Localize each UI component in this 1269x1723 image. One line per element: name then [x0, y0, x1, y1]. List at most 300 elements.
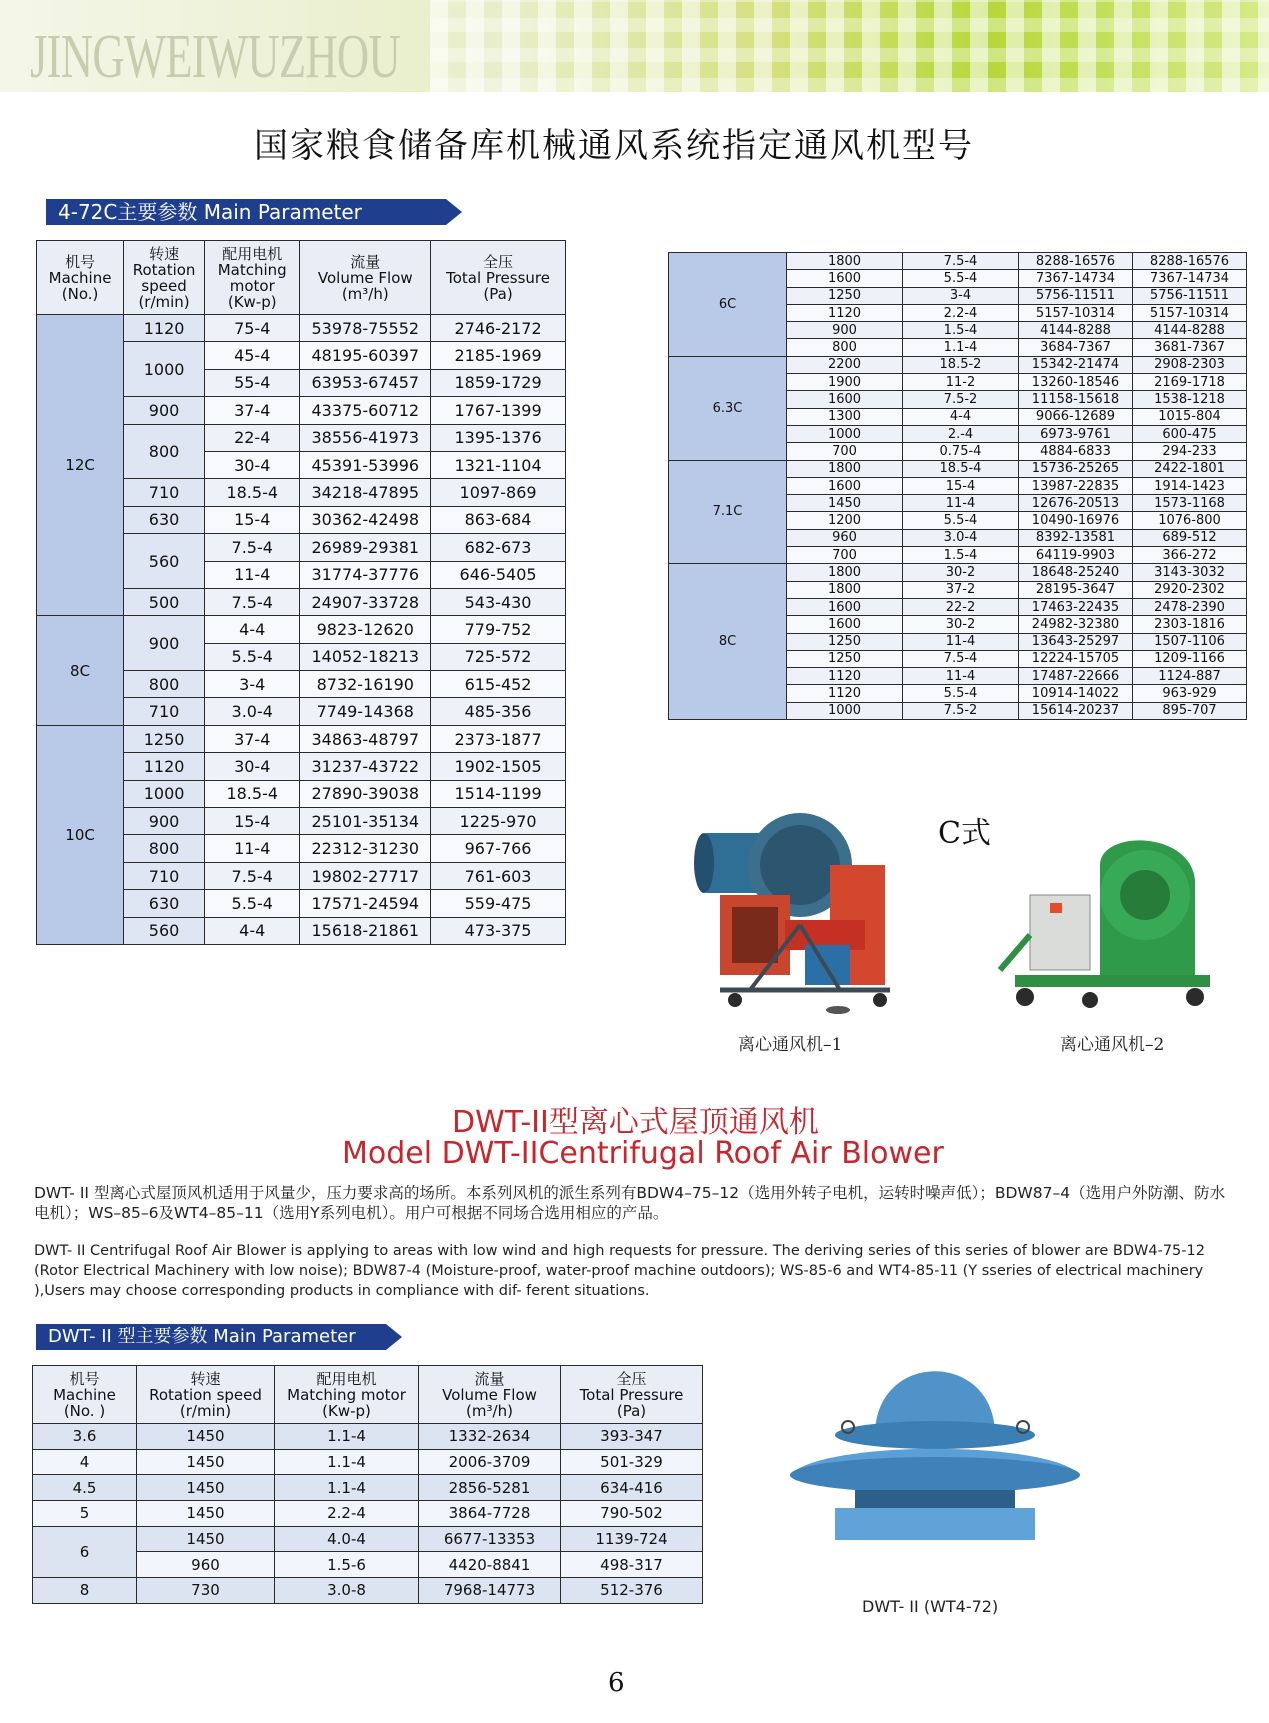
pressure-cell: 646-5405: [431, 561, 566, 588]
pressure-cell: 1902-1505: [431, 753, 566, 780]
parameter-table-dwt: [32, 1365, 703, 1604]
flow-cell: 13643-25297: [1019, 633, 1133, 650]
table-row: [669, 564, 1247, 581]
pressure-cell: 1209-1166: [1133, 650, 1247, 667]
pressure-cell: 1097-869: [431, 479, 566, 506]
pressure-cell: 1859-1729: [431, 369, 566, 396]
header-line: (r/min): [179, 1401, 232, 1420]
dwt-description-chinese: DWT- II 型离心式屋顶风机适用于风量少，压力要求高的场所。本系列风机的派生系列有BDW4–75–12（选用外转子电机，运转时噪声低）；BDW87–4（选用户外防潮、防水电机）；WS–85–6及WT4–85–11（选用Y系列电机）。用户可根据不同场合选用相应的产品。: [34, 1184, 1226, 1222]
motor-cell: 5.5-4: [903, 685, 1019, 702]
header-line: (No. ): [63, 1401, 106, 1420]
flow-cell: 4884-6833: [1019, 443, 1133, 460]
header-line: (m³/h): [466, 1401, 513, 1420]
motor-cell: 18.5-4: [205, 780, 300, 807]
header-speed: [124, 241, 205, 315]
pressure-cell: 512-376: [561, 1578, 703, 1604]
flow-cell: 14052-18213: [300, 643, 431, 670]
motor-cell: 0.75-4: [903, 443, 1019, 460]
speed-cell: 800: [124, 424, 205, 479]
caption-fan-1: 离心通风机–1: [738, 1035, 843, 1055]
flow-cell: 17487-22666: [1019, 668, 1133, 685]
speed-cell: 1450: [787, 495, 903, 512]
speed-cell: 1250: [787, 650, 903, 667]
flow-cell: 9823-12620: [300, 616, 431, 643]
flow-cell: 27890-39038: [300, 780, 431, 807]
parameter-table-4-72c: [36, 240, 566, 945]
flow-cell: 31774-37776: [300, 561, 431, 588]
pressure-cell: 498-317: [561, 1552, 703, 1578]
header-line: Rotation speed: [149, 1385, 262, 1404]
pressure-cell: 2422-1801: [1133, 460, 1247, 477]
pressure-cell: 1767-1399: [431, 397, 566, 424]
header-line: motor: [229, 276, 275, 295]
dwt-header-flow: [419, 1366, 561, 1424]
speed-cell: 1800: [787, 460, 903, 477]
flow-cell: 6973-9761: [1019, 425, 1133, 442]
pressure-cell: 501-329: [561, 1449, 703, 1475]
table-row: [669, 460, 1247, 477]
header-line: Matching: [217, 260, 287, 279]
dwt-title-english: Model DWT-IICentrifugal Roof Air Blower: [342, 1136, 944, 1171]
pressure-cell: 761-603: [431, 862, 566, 889]
speed-cell: 800: [124, 835, 205, 862]
motor-cell: 1.1-4: [903, 339, 1019, 356]
pressure-cell: 393-347: [561, 1424, 703, 1450]
pressure-cell: 1076-800: [1133, 512, 1247, 529]
motor-cell: 5.5-4: [903, 512, 1019, 529]
header-banner: [0, 0, 1269, 92]
speed-cell: 630: [124, 890, 205, 917]
motor-cell: 11-2: [903, 374, 1019, 391]
dwt-header-motor: [275, 1366, 419, 1424]
motor-cell: 15-4: [205, 808, 300, 835]
pressure-cell: 2373-1877: [431, 725, 566, 752]
flow-cell: 8288-16576: [1019, 253, 1133, 270]
motor-cell: 5.5-4: [903, 270, 1019, 287]
pressure-cell: 600-475: [1133, 425, 1247, 442]
speed-cell: 1000: [124, 780, 205, 807]
flow-cell: 22312-31230: [300, 835, 431, 862]
flow-cell: 64119-9903: [1019, 547, 1133, 564]
motor-cell: 7.5-4: [903, 650, 1019, 667]
flow-cell: 10914-14022: [1019, 685, 1133, 702]
motor-cell: 3-4: [903, 287, 1019, 304]
speed-cell: 1120: [124, 753, 205, 780]
motor-cell: 1.1-4: [275, 1424, 419, 1450]
speed-cell: 900: [787, 322, 903, 339]
table-row: [33, 1501, 703, 1527]
header-motor: [205, 241, 300, 315]
pressure-cell: 3681-7367: [1133, 339, 1247, 356]
pressure-cell: 1321-1104: [431, 451, 566, 478]
flow-cell: 34218-47895: [300, 479, 431, 506]
speed-cell: 700: [787, 443, 903, 460]
pressure-cell: 543-430: [431, 588, 566, 615]
pressure-cell: 863-684: [431, 506, 566, 533]
header-flow: [300, 241, 431, 315]
flow-cell: 19802-27717: [300, 862, 431, 889]
pressure-cell: 5157-10314: [1133, 304, 1247, 321]
section-label-4-72c: 4-72C主要参数 Main Parameter: [46, 199, 446, 225]
speed-cell: 900: [124, 808, 205, 835]
speed-cell: 800: [787, 339, 903, 356]
page-title: 国家粮食储备库机械通风系统指定通风机型号: [254, 126, 974, 166]
speed-cell: 1600: [787, 616, 903, 633]
flow-cell: 25101-35134: [300, 808, 431, 835]
speed-cell: 560: [124, 917, 205, 944]
motor-cell: 30-4: [205, 753, 300, 780]
pressure-cell: 3143-3032: [1133, 564, 1247, 581]
pressure-cell: 2185-1969: [431, 342, 566, 369]
header-line: 流量: [474, 1369, 505, 1388]
table-row: [33, 1526, 703, 1552]
pressure-cell: 7367-14734: [1133, 270, 1247, 287]
header-line: (m³/h): [341, 284, 389, 303]
machine-number-cell: 6C: [669, 253, 787, 357]
motor-cell: 22-4: [205, 424, 300, 451]
motor-cell: 1.5-6: [275, 1552, 419, 1578]
machine-number-cell: 8C: [37, 616, 124, 726]
pressure-cell: 1225-970: [431, 808, 566, 835]
motor-cell: 11-4: [903, 495, 1019, 512]
pressure-cell: 559-475: [431, 890, 566, 917]
pressure-cell: 1015-804: [1133, 408, 1247, 425]
flow-cell: 6677-13353: [419, 1526, 561, 1552]
motor-cell: 11-4: [205, 561, 300, 588]
speed-cell: 1800: [787, 581, 903, 598]
pressure-cell: 1124-887: [1133, 668, 1247, 685]
header-line: 流量: [350, 252, 381, 271]
speed-cell: 900: [124, 616, 205, 671]
flow-cell: 4420-8841: [419, 1552, 561, 1578]
pressure-cell: 895-707: [1133, 702, 1247, 719]
speed-cell: 1250: [787, 633, 903, 650]
pressure-cell: 1573-1168: [1133, 495, 1247, 512]
flow-cell: 15614-20237: [1019, 702, 1133, 719]
dwt-header-pressure: [561, 1366, 703, 1424]
speed-cell: 1450: [137, 1526, 275, 1552]
flow-cell: 31237-43722: [300, 753, 431, 780]
speed-cell: 700: [787, 547, 903, 564]
pressure-cell: 1507-1106: [1133, 633, 1247, 650]
header-line: Rotation: [132, 260, 196, 279]
pressure-cell: 366-272: [1133, 547, 1247, 564]
speed-cell: 900: [124, 397, 205, 424]
pressure-cell: 2169-1718: [1133, 374, 1247, 391]
header-line: 配用电机: [316, 1369, 377, 1388]
flow-cell: 4144-8288: [1019, 322, 1133, 339]
flow-cell: 17463-22435: [1019, 598, 1133, 615]
motor-cell: 18.5-4: [205, 479, 300, 506]
speed-cell: 1120: [124, 315, 205, 342]
table-row: [669, 253, 1247, 270]
motor-cell: 11-4: [205, 835, 300, 862]
speed-cell: 1450: [137, 1475, 275, 1501]
flow-cell: 2006-3709: [419, 1449, 561, 1475]
section-label-dwt: DWT- II 型主要参数 Main Parameter: [36, 1324, 386, 1350]
speed-cell: 500: [124, 588, 205, 615]
motor-cell: 3.0-8: [275, 1578, 419, 1604]
speed-cell: 1120: [787, 304, 903, 321]
flow-cell: 15736-25265: [1019, 460, 1133, 477]
machine-number-cell: 3.6: [33, 1424, 137, 1450]
motor-cell: 1.5-4: [903, 322, 1019, 339]
speed-cell: 1800: [787, 253, 903, 270]
motor-cell: 5.5-4: [205, 643, 300, 670]
motor-cell: 75-4: [205, 315, 300, 342]
pressure-cell: 682-673: [431, 534, 566, 561]
page-number: 6: [608, 1668, 625, 1698]
c-type-label: C式: [938, 816, 991, 851]
header-line: (Kw-p): [322, 1401, 371, 1420]
machine-number-cell: 4.5: [33, 1475, 137, 1501]
flow-cell: 18648-25240: [1019, 564, 1133, 581]
pressure-cell: 1514-1199: [431, 780, 566, 807]
flow-cell: 43375-60712: [300, 397, 431, 424]
header-line: Total Pressure: [579, 1385, 684, 1404]
pressure-cell: 2908-2303: [1133, 356, 1247, 373]
flow-cell: 34863-48797: [300, 725, 431, 752]
header-line: (Pa): [483, 284, 513, 303]
motor-cell: 15-4: [205, 506, 300, 533]
motor-cell: 37-4: [205, 725, 300, 752]
motor-cell: 4-4: [903, 408, 1019, 425]
speed-cell: 1450: [137, 1501, 275, 1527]
speed-cell: 1800: [787, 564, 903, 581]
table-row: [37, 616, 566, 643]
motor-cell: 1.1-4: [275, 1475, 419, 1501]
dwt-header-speed: [137, 1366, 275, 1424]
pressure-cell: 615-452: [431, 671, 566, 698]
motor-cell: 2.-4: [903, 425, 1019, 442]
speed-cell: 1250: [787, 287, 903, 304]
header-machine: [37, 241, 124, 315]
pressure-cell: 725-572: [431, 643, 566, 670]
motor-cell: 3.0-4: [205, 698, 300, 725]
header-line: (Pa): [616, 1401, 647, 1420]
flow-cell: 13987-22835: [1019, 477, 1133, 494]
motor-cell: 18.5-4: [903, 460, 1019, 477]
speed-cell: 1200: [787, 512, 903, 529]
speed-cell: 1000: [787, 702, 903, 719]
table-row: [669, 356, 1247, 373]
pressure-cell: 5756-11511: [1133, 287, 1247, 304]
flow-cell: 1332-2634: [419, 1424, 561, 1450]
motor-cell: 18.5-2: [903, 356, 1019, 373]
machine-number-cell: 6: [33, 1526, 137, 1577]
speed-cell: 960: [137, 1552, 275, 1578]
pressure-cell: 8288-16576: [1133, 253, 1247, 270]
banner-pattern: [430, 0, 1269, 92]
flow-cell: 2856-5281: [419, 1475, 561, 1501]
flow-cell: 24907-33728: [300, 588, 431, 615]
header-line: Matching motor: [287, 1385, 406, 1404]
speed-cell: 1600: [787, 391, 903, 408]
roof-blower-image: [780, 1340, 1090, 1560]
table-row: [33, 1578, 703, 1604]
flow-cell: 11158-15618: [1019, 391, 1133, 408]
flow-cell: 24982-32380: [1019, 616, 1133, 633]
motor-cell: 37-2: [903, 581, 1019, 598]
motor-cell: 4-4: [205, 917, 300, 944]
header-pressure: [431, 241, 566, 315]
speed-cell: 800: [124, 671, 205, 698]
motor-cell: 7.5-4: [205, 588, 300, 615]
caption-roof-blower: DWT- II (WT4-72): [862, 1597, 999, 1616]
table-row: [33, 1475, 703, 1501]
speed-cell: 960: [787, 529, 903, 546]
flow-cell: 53978-75552: [300, 315, 431, 342]
motor-cell: 5.5-4: [205, 890, 300, 917]
motor-cell: 11-4: [903, 633, 1019, 650]
motor-cell: 4.0-4: [275, 1526, 419, 1552]
header-line: (No.): [61, 284, 99, 303]
pressure-cell: 485-356: [431, 698, 566, 725]
speed-cell: 1000: [124, 342, 205, 397]
header-line: (Kw-p): [227, 292, 277, 311]
flow-cell: 48195-60397: [300, 342, 431, 369]
flow-cell: 7968-14773: [419, 1578, 561, 1604]
speed-cell: 560: [124, 534, 205, 589]
header-line: Volume Flow: [442, 1385, 537, 1404]
header-line: Machine: [53, 1385, 116, 1404]
speed-cell: 2200: [787, 356, 903, 373]
pressure-cell: 790-502: [561, 1501, 703, 1527]
motor-cell: 45-4: [205, 342, 300, 369]
banner-brand: JINGWEIWUZHOU: [30, 23, 400, 91]
motor-cell: 30-4: [205, 451, 300, 478]
machine-number-cell: 7.1C: [669, 460, 787, 564]
machine-number-cell: 5: [33, 1501, 137, 1527]
pressure-cell: 779-752: [431, 616, 566, 643]
flow-cell: 12676-20513: [1019, 495, 1133, 512]
pressure-cell: 294-233: [1133, 443, 1247, 460]
motor-cell: 7.5-4: [205, 862, 300, 889]
flow-cell: 5756-11511: [1019, 287, 1133, 304]
header-line: 全压: [483, 252, 514, 271]
pressure-cell: 2303-1816: [1133, 616, 1247, 633]
machine-number-cell: 8C: [669, 564, 787, 720]
table-row: [33, 1424, 703, 1450]
motor-cell: 15-4: [903, 477, 1019, 494]
parameter-table-c-series: [668, 252, 1247, 720]
motor-cell: 1.1-4: [275, 1449, 419, 1475]
speed-cell: 1120: [787, 668, 903, 685]
motor-cell: 4-4: [205, 616, 300, 643]
speed-cell: 710: [124, 698, 205, 725]
caption-fan-2: 离心通风机–2: [1060, 1035, 1165, 1055]
flow-cell: 9066-12689: [1019, 408, 1133, 425]
header-line: Machine: [48, 268, 112, 287]
header-line: 机号: [69, 1369, 100, 1388]
motor-cell: 37-4: [205, 397, 300, 424]
header-line: Total Pressure: [446, 268, 550, 287]
motor-cell: 3.0-4: [903, 529, 1019, 546]
pressure-cell: 634-416: [561, 1475, 703, 1501]
flow-cell: 3864-7728: [419, 1501, 561, 1527]
motor-cell: 30-2: [903, 616, 1019, 633]
speed-cell: 1900: [787, 374, 903, 391]
flow-cell: 28195-3647: [1019, 581, 1133, 598]
pressure-cell: 1914-1423: [1133, 477, 1247, 494]
flow-cell: 15618-21861: [300, 917, 431, 944]
header-line: Volume Flow: [317, 268, 413, 287]
motor-cell: 2.2-4: [903, 304, 1019, 321]
motor-cell: 30-2: [903, 564, 1019, 581]
header-line: 全压: [616, 1369, 647, 1388]
motor-cell: 3-4: [205, 671, 300, 698]
header-line: (r/min): [138, 292, 190, 311]
speed-cell: 1450: [137, 1424, 275, 1450]
pressure-cell: 963-929: [1133, 685, 1247, 702]
flow-cell: 15342-21474: [1019, 356, 1133, 373]
speed-cell: 1300: [787, 408, 903, 425]
machine-number-cell: 8: [33, 1578, 137, 1604]
flow-cell: 30362-42498: [300, 506, 431, 533]
speed-cell: 1250: [124, 725, 205, 752]
speed-cell: 630: [124, 506, 205, 533]
flow-cell: 26989-29381: [300, 534, 431, 561]
pressure-cell: 473-375: [431, 917, 566, 944]
pressure-cell: 2746-2172: [431, 315, 566, 342]
flow-cell: 10490-16976: [1019, 512, 1133, 529]
machine-number-cell: 12C: [37, 315, 124, 616]
flow-cell: 45391-53996: [300, 451, 431, 478]
centrifugal-fan-2-image: [990, 825, 1215, 1020]
motor-cell: 22-2: [903, 598, 1019, 615]
motor-cell: 7.5-4: [205, 534, 300, 561]
motor-cell: 7.5-2: [903, 702, 1019, 719]
flow-cell: 8392-13581: [1019, 529, 1133, 546]
dwt-description-english: DWT- II Centrifugal Roof Air Blower is applying to areas with low wind and high requests for pressure. The deriving series of this series of blower are BDW4-75-12 (Rotor Electrical Machinery with low noise); BDW87-4 (Moisture-proof, water-proof machine outdoors); WS-85-6 and WT4-85-11 (Y sseries of electrical machinery ),Users may choose corresponding products in compliance with dif- ferent situations.: [34, 1243, 1205, 1299]
motor-cell: 55-4: [205, 369, 300, 396]
pressure-cell: 1538-1218: [1133, 391, 1247, 408]
flow-cell: 12224-15705: [1019, 650, 1133, 667]
motor-cell: 7.5-2: [903, 391, 1019, 408]
pressure-cell: 2920-2302: [1133, 581, 1247, 598]
table-row: [37, 315, 566, 342]
centrifugal-fan-1-image: [690, 805, 920, 1020]
flow-cell: 17571-24594: [300, 890, 431, 917]
flow-cell: 3684-7367: [1019, 339, 1133, 356]
speed-cell: 1600: [787, 598, 903, 615]
flow-cell: 13260-18546: [1019, 374, 1133, 391]
flow-cell: 38556-41973: [300, 424, 431, 451]
flow-cell: 7749-14368: [300, 698, 431, 725]
machine-number-cell: 4: [33, 1449, 137, 1475]
speed-cell: 1600: [787, 270, 903, 287]
flow-cell: 5157-10314: [1019, 304, 1133, 321]
motor-cell: 2.2-4: [275, 1501, 419, 1527]
pressure-cell: 1139-724: [561, 1526, 703, 1552]
dwt-title-chinese: DWT-II型离心式屋顶通风机: [452, 1105, 819, 1140]
speed-cell: 710: [124, 862, 205, 889]
pressure-cell: 2478-2390: [1133, 598, 1247, 615]
dwt-header-machine: [33, 1366, 137, 1424]
header-line: 机号: [65, 252, 96, 271]
pressure-cell: 689-512: [1133, 529, 1247, 546]
pressure-cell: 967-766: [431, 835, 566, 862]
pressure-cell: 1395-1376: [431, 424, 566, 451]
speed-cell: 730: [137, 1578, 275, 1604]
machine-number-cell: 10C: [37, 725, 124, 944]
table-row: [37, 725, 566, 752]
speed-cell: 1450: [137, 1449, 275, 1475]
header-line: 配用电机: [222, 244, 283, 263]
speed-cell: 1600: [787, 477, 903, 494]
motor-cell: 11-4: [903, 668, 1019, 685]
pressure-cell: 4144-8288: [1133, 322, 1247, 339]
